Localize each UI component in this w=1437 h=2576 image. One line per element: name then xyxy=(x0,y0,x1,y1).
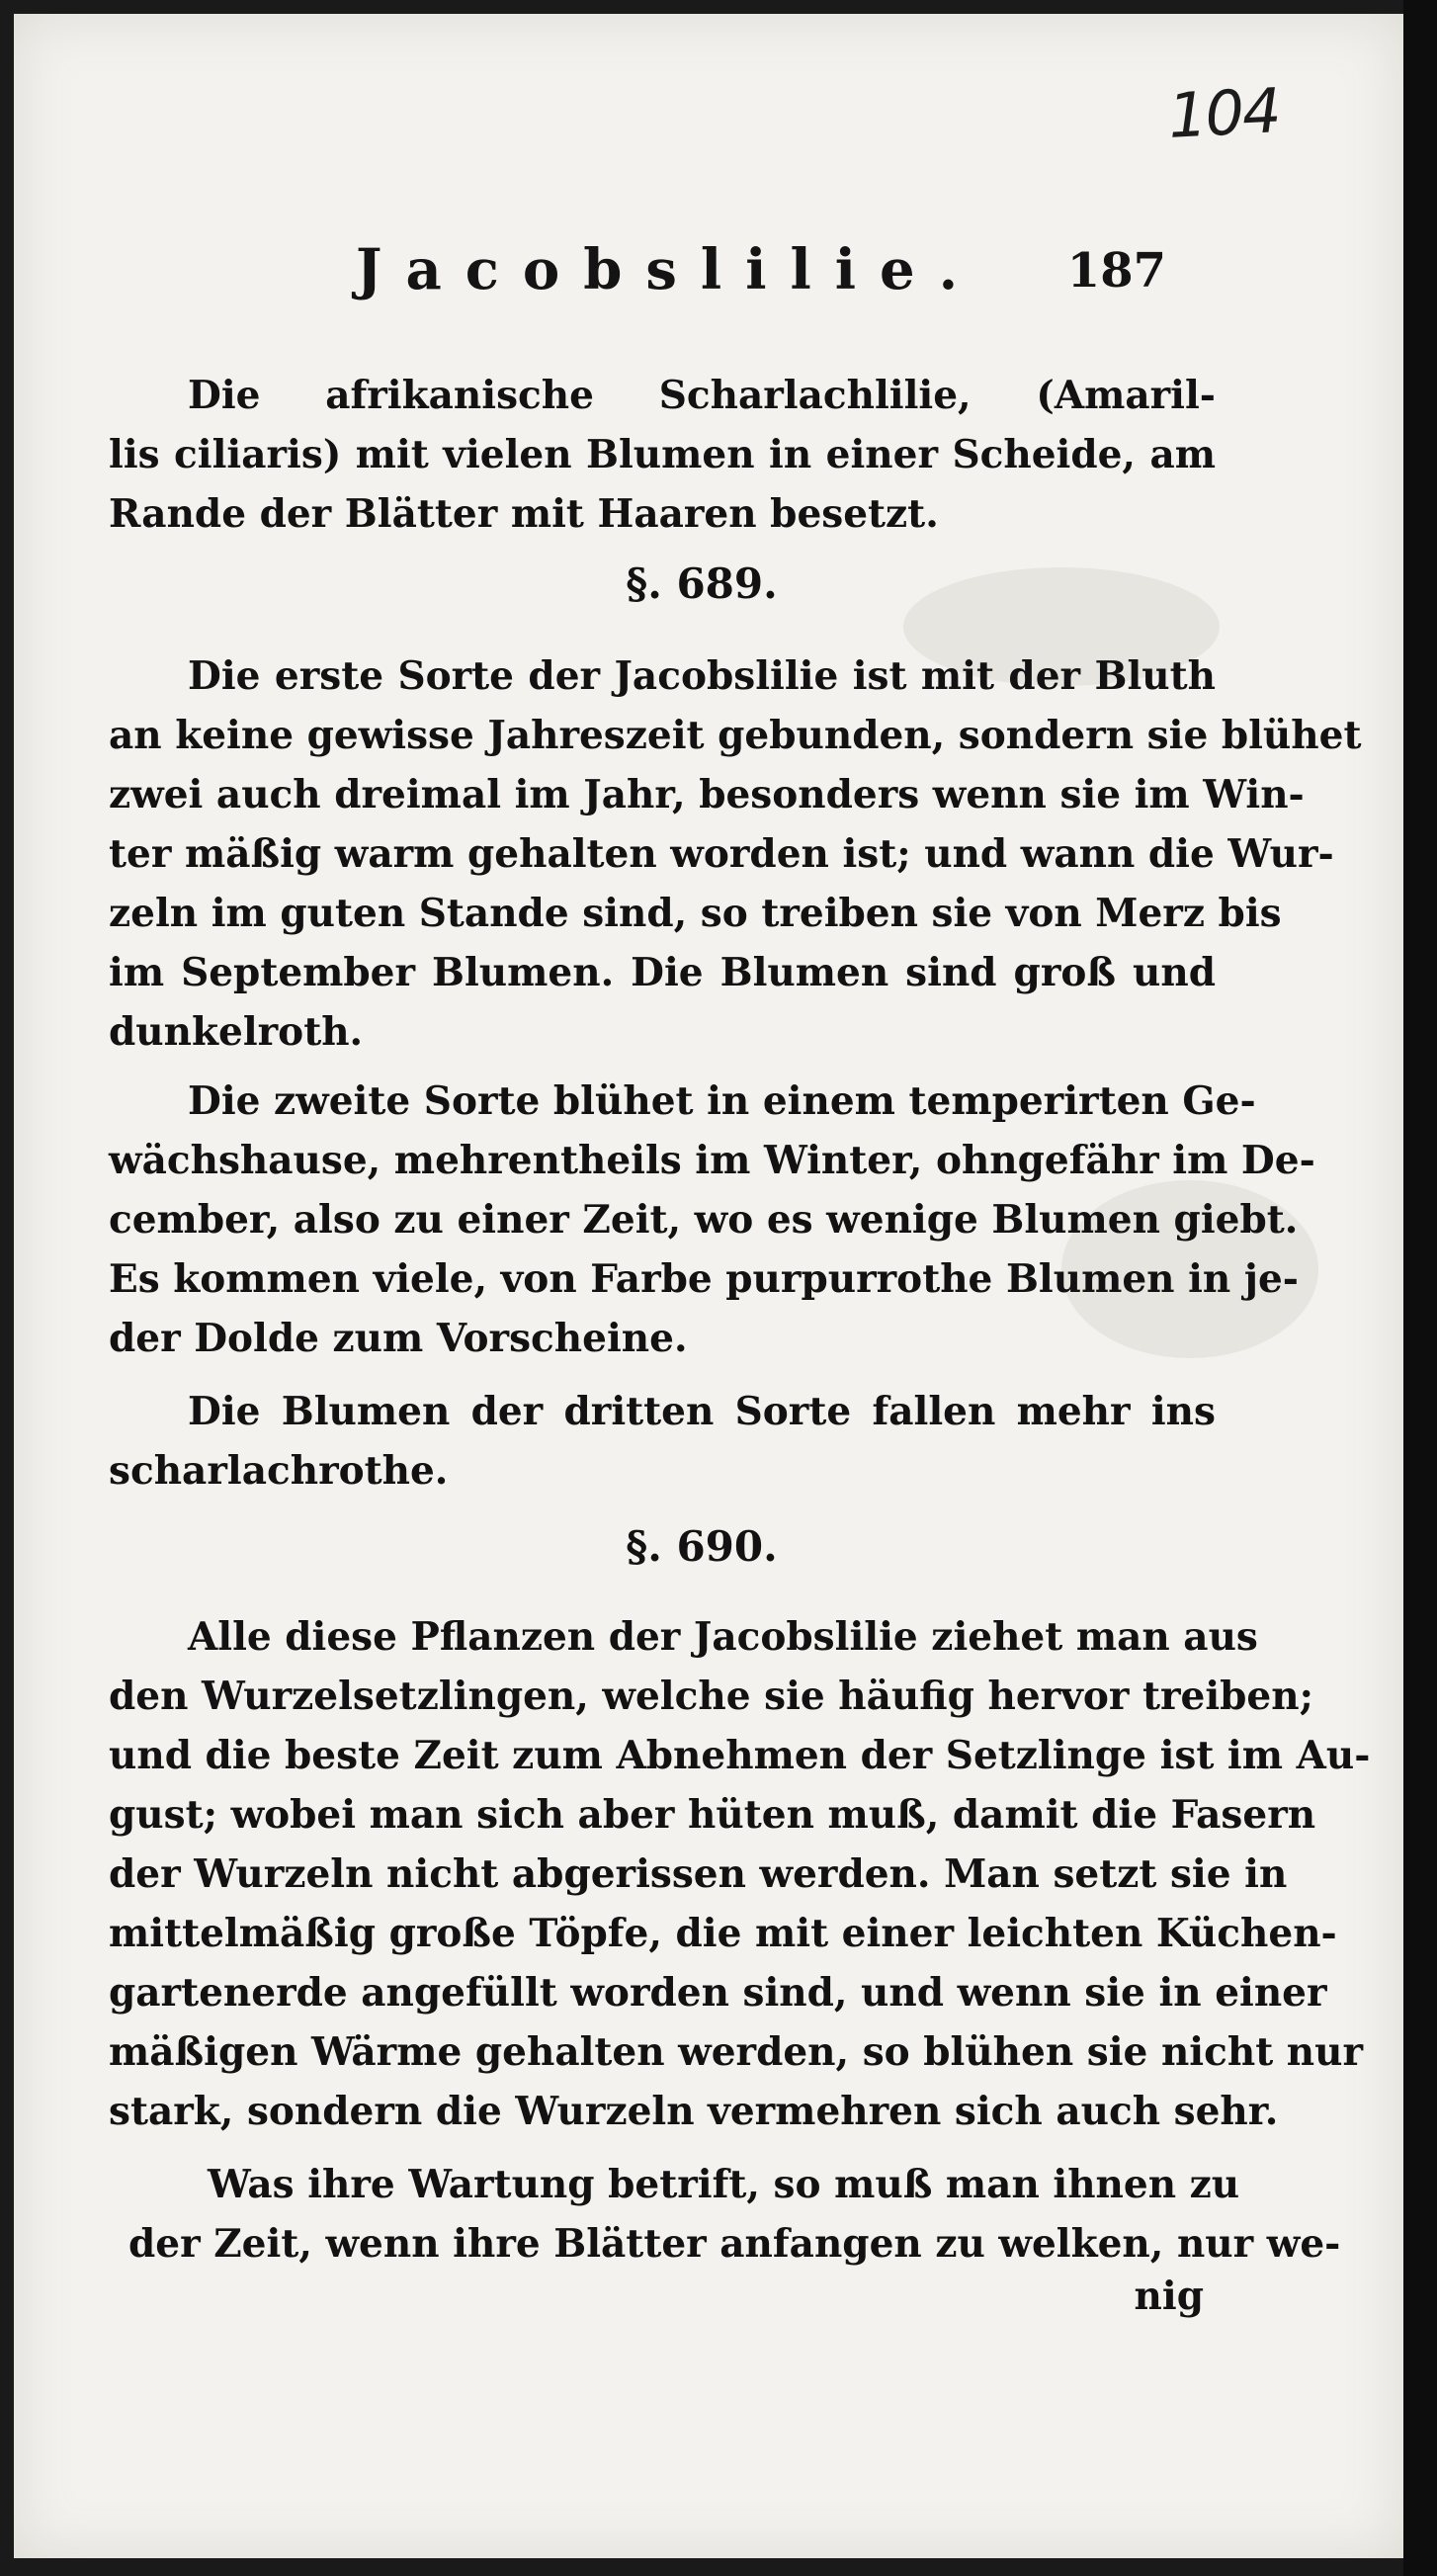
text-line: der Wurzeln nicht abgerissen werden. Man setzt sie in xyxy=(109,1851,1288,1897)
text-line: mittelmäßig große Töpfe, die mit einer leichten Küchen- xyxy=(109,1911,1337,1956)
paragraph-690-b xyxy=(128,2155,1341,2274)
text-line: Alle diese Pflanzen der Jacobslilie ziehet man aus xyxy=(188,1614,1258,1660)
text-line: scharlachrothe. xyxy=(109,1448,449,1494)
text-line: zwei auch dreimal im Jahr, besonders wenn sie im Win- xyxy=(109,772,1305,817)
text-line: gust; wobei man sich aber hüten muß, damit die Fasern xyxy=(109,1792,1316,1838)
section-heading-690: §. 690. xyxy=(626,1522,778,1571)
text-line: Die afrikanische Scharlachlilie, (Amaril- xyxy=(188,373,1216,418)
text-line: Die erste Sorte der Jacobslilie ist mit der Bluth xyxy=(188,653,1216,699)
page-number: 187 xyxy=(1066,243,1166,299)
text-line: Die Blumen der dritten Sorte fallen mehr ins xyxy=(188,1389,1216,1434)
text-line: wächshause, mehrentheils im Winter, ohngefähr im De- xyxy=(109,1138,1315,1183)
paragraph-689-b xyxy=(109,1072,1315,1368)
text-line: mäßigen Wärme gehalten werden, so blühen sie nicht nur xyxy=(109,2029,1364,2075)
running-title: Jacobslilie. xyxy=(356,237,982,302)
paragraph-689-a xyxy=(109,646,1362,1062)
text-line: stark, sondern die Wurzeln vermehren sich auch sehr. xyxy=(109,2089,1279,2134)
text-line: den Wurzelsetzlingen, welche sie häufig hervor treiben; xyxy=(109,1674,1313,1719)
running-header xyxy=(356,237,1166,316)
intro-paragraph xyxy=(109,366,1216,544)
section-heading-689: §. 689. xyxy=(626,559,778,608)
handwritten-folio-number: 104 xyxy=(1165,74,1281,152)
text-line: ter mäßig warm gehalten worden ist; und wann die Wur- xyxy=(109,831,1334,877)
text-line: lis ciliaris) mit vielen Blumen in einer Scheide, am xyxy=(109,432,1216,477)
catchword: nig xyxy=(1134,2274,1204,2319)
text-line: im September Blumen. Die Blumen sind groß und xyxy=(109,950,1216,995)
text-line: gartenerde angefüllt worden sind, und wenn sie in einer xyxy=(109,1970,1327,2016)
text-line: Was ihre Wartung betrift, so muß man ihnen zu xyxy=(208,2162,1240,2207)
paragraph-690-a xyxy=(109,1607,1371,2141)
text-line: Rande der Blätter mit Haaren besetzt. xyxy=(109,491,939,537)
paragraph-689-c xyxy=(109,1382,1216,1501)
text-line: cember, also zu einer Zeit, wo es wenige Blumen giebt. xyxy=(109,1197,1299,1243)
text-line: Die zweite Sorte blühet in einem temperirten Ge- xyxy=(188,1078,1256,1124)
text-line: der Dolde zum Vorscheine. xyxy=(109,1316,688,1361)
text-line: zeln im guten Stande sind, so treiben sie von Merz bis xyxy=(109,891,1282,936)
text-line: und die beste Zeit zum Abnehmen der Setzlinge ist im Au- xyxy=(109,1733,1371,1778)
text-line: an keine gewisse Jahreszeit gebunden, sondern sie blühet xyxy=(109,713,1362,758)
text-line: dunkelroth. xyxy=(109,1009,364,1055)
text-line: der Zeit, wenn ihre Blätter anfangen zu welken, nur we- xyxy=(128,2221,1341,2267)
text-line: Es kommen viele, von Farbe purpurrothe Blumen in je- xyxy=(109,1256,1299,1302)
scan-edge xyxy=(1403,0,1437,2576)
